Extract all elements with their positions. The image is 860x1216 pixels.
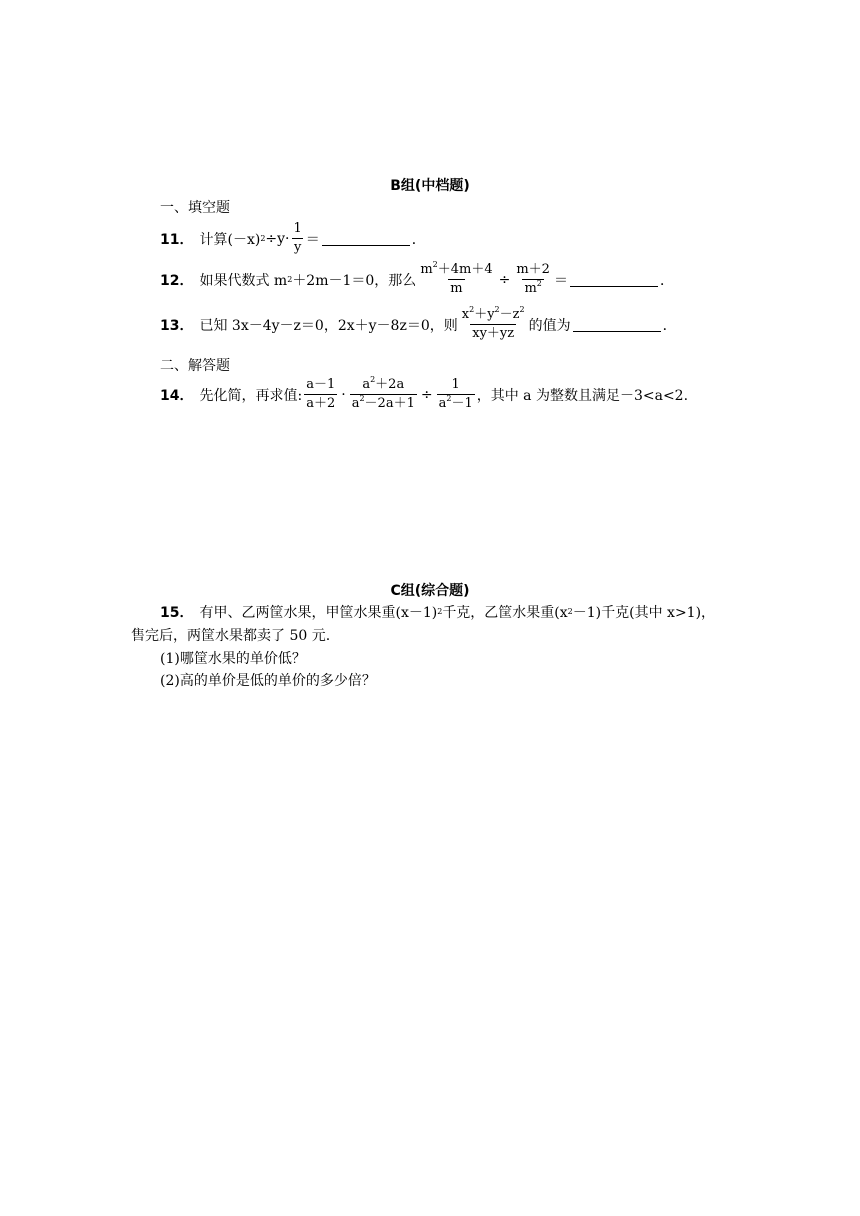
question-14-f2-den-a: a bbox=[351, 396, 360, 412]
question-12-fraction-2 bbox=[514, 262, 552, 298]
question-14-f2-num-a: a bbox=[362, 377, 371, 392]
question-11-fraction-numerator: 1 bbox=[293, 221, 302, 236]
question-12-equals: ＝ bbox=[553, 272, 568, 289]
question-11-number: 11． bbox=[160, 231, 194, 248]
question-12-f2-den-a: m bbox=[524, 281, 537, 297]
question-12-number: 12． bbox=[160, 272, 194, 289]
question-11-text-1: 计算(－x) bbox=[199, 231, 261, 248]
question-13-exp-2: 2 bbox=[494, 305, 500, 314]
question-13-num-a: x bbox=[461, 307, 470, 322]
question-12-divide-operator: ÷ bbox=[498, 271, 511, 288]
question-14-f2-num-exp: 2 bbox=[370, 375, 376, 384]
question-12-fraction-1-denominator: m bbox=[450, 281, 463, 297]
question-12-fraction-1 bbox=[418, 262, 494, 298]
question-14-f3-den-b: －1 bbox=[451, 396, 473, 412]
question-12-fraction-1-numerator bbox=[418, 262, 494, 279]
question-14-f3-den-a: a bbox=[438, 396, 447, 412]
question-13-exp-3: 2 bbox=[519, 305, 525, 314]
question-14-number: 14． bbox=[160, 387, 194, 404]
question-12-f2-den-exp: 2 bbox=[536, 279, 542, 289]
question-14-divide-operator: ÷ bbox=[420, 386, 433, 403]
question-13-num-b: ＋y bbox=[474, 307, 495, 322]
question-15-text-b: 千克，乙筐水果重(x bbox=[442, 605, 568, 621]
section-solve-title bbox=[160, 355, 230, 375]
question-11-equals: ＝ bbox=[305, 231, 320, 248]
question-13-num-c: －z bbox=[499, 307, 520, 322]
question-11: 11． 计算(－x) 2 ÷y· $\frac{1}{y}$ ＝ ． bbox=[160, 221, 426, 256]
question-12-text-2: ＋2m－1＝0，那么 bbox=[292, 272, 417, 289]
question-13-number: 13． bbox=[160, 317, 194, 334]
question-14-text-1: 先化简，再求值: bbox=[199, 387, 303, 404]
group-c-title: C组(综合题) bbox=[390, 583, 470, 599]
question-12-text-1: 如果代数式 m bbox=[199, 272, 288, 289]
group-b-title: B组(中档题) bbox=[390, 178, 470, 194]
question-12-f1-num-exp: 2 bbox=[432, 260, 438, 269]
question-11-fraction bbox=[292, 221, 304, 257]
question-14-fraction-2 bbox=[350, 377, 417, 413]
question-11-fraction-denominator: y bbox=[293, 240, 302, 256]
question-11-text-2: ÷y· bbox=[265, 230, 290, 247]
question-15-sub-1 bbox=[160, 648, 306, 668]
question-14-f2-den-b: －2a＋1 bbox=[364, 396, 415, 412]
question-14-fraction-1-numerator: a－1 bbox=[306, 377, 336, 392]
question-14-fraction-1-denominator: a＋2 bbox=[306, 396, 336, 412]
question-13-fraction-denominator: xy＋yz bbox=[472, 326, 515, 342]
question-14-text-2: ，其中 a 为整数且满足－3<a<2. bbox=[476, 387, 689, 404]
question-12-fraction-2-denominator bbox=[522, 279, 543, 297]
question-11-end: ． bbox=[411, 231, 426, 248]
question-14-f2-num-b: ＋2a bbox=[375, 377, 405, 392]
question-15-line-1: 15． 有甲、乙两筐水果，甲筐水果重(x－1) 2 千克，乙筐水果重(x 2 －1)千克(其中 x>1)， bbox=[160, 602, 715, 622]
question-15-text-line-2: 售完后，两筐水果都卖了 50 元. bbox=[131, 628, 331, 644]
question-15-sub-2 bbox=[160, 670, 376, 690]
section-fill-in-title bbox=[160, 197, 230, 217]
question-12: 12． 如果代数式 m 2 ＋2m－1＝0，那么 $\frac{m^2+4m+4}{m}$ ÷ $\frac{m+2}{m^2}$ ＝ ． bbox=[160, 260, 674, 297]
question-13-fraction-numerator bbox=[460, 307, 527, 324]
question-13-exp-1: 2 bbox=[469, 305, 475, 314]
question-13-text-2: 的值为 bbox=[528, 317, 571, 334]
question-15-text-c: －1)千克(其中 x>1)， bbox=[572, 605, 716, 621]
question-15-sub-2-text: (2)高的单价是低的单价的多少倍？ bbox=[160, 673, 376, 689]
question-14-fraction-1 bbox=[304, 377, 337, 413]
question-14-multiply-operator: · bbox=[341, 386, 346, 403]
question-14-fraction-3-numerator: 1 bbox=[451, 377, 460, 392]
question-14-fraction-3-denominator bbox=[437, 394, 475, 412]
section-fill-in-label: 一、填空题 bbox=[160, 200, 230, 216]
question-11-answer-blank[interactable] bbox=[322, 231, 410, 246]
question-12-fraction-2-numerator: m＋2 bbox=[516, 262, 550, 277]
question-15-sub-1-text: (1)哪筐水果的单价低？ bbox=[160, 651, 306, 667]
question-13 bbox=[160, 307, 677, 343]
question-13-text-1: 已知 3x－4y－z＝0，2x＋y－8z＝0，则 bbox=[199, 317, 458, 334]
question-12-f1-num-a: m bbox=[420, 262, 433, 277]
question-13-end: ． bbox=[662, 317, 677, 334]
question-15-text-a: 有甲、乙两筐水果，甲筐水果重(x－1) bbox=[199, 605, 438, 621]
question-15-number: 15． bbox=[160, 605, 194, 621]
question-14-fraction-3 bbox=[437, 377, 475, 413]
question-14-f2-den-exp: 2 bbox=[359, 394, 365, 404]
question-15-line-2 bbox=[131, 625, 330, 645]
question-14-fraction-2-denominator bbox=[350, 394, 417, 412]
question-14-f3-den-exp: 2 bbox=[446, 394, 452, 404]
question-12-f1-num-b: ＋4m＋4 bbox=[437, 262, 493, 277]
section-solve-label: 二、解答题 bbox=[160, 358, 230, 374]
question-14-fraction-2-numerator bbox=[360, 377, 406, 394]
question-12-end: ． bbox=[659, 272, 674, 289]
question-14 bbox=[160, 377, 688, 413]
question-12-answer-blank[interactable] bbox=[570, 272, 658, 287]
question-13-answer-blank[interactable] bbox=[573, 317, 661, 332]
question-13-fraction bbox=[460, 307, 527, 343]
